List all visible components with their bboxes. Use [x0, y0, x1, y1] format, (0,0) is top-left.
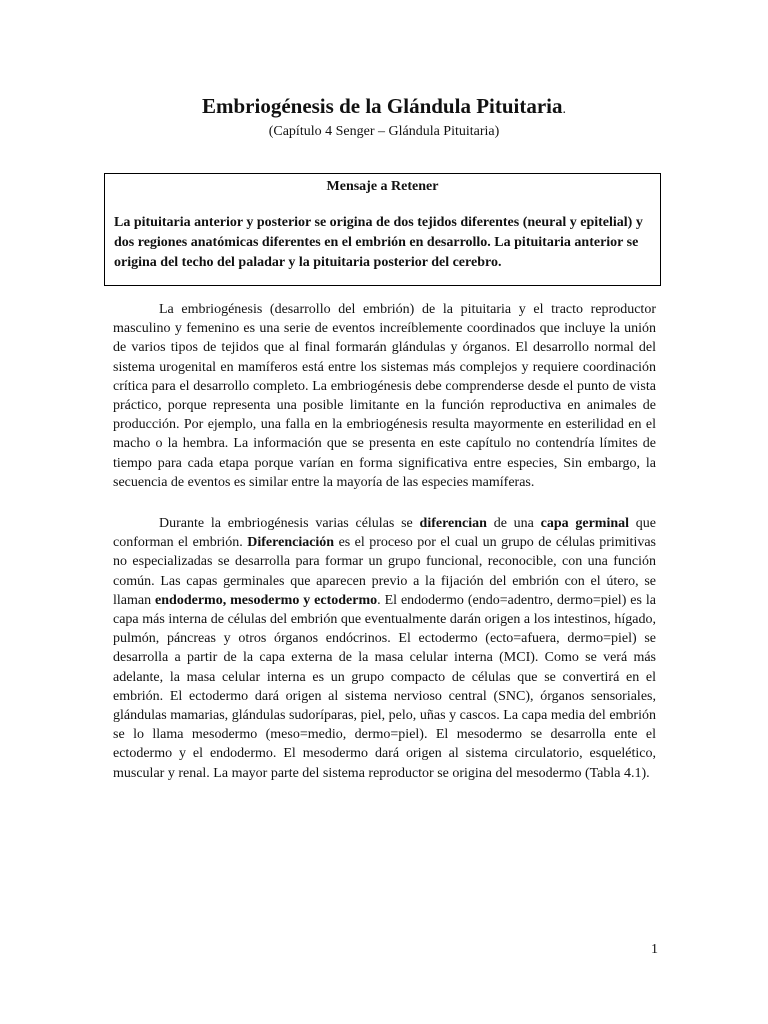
body-paragraph-2 — [113, 514, 656, 783]
document-title — [0, 92, 768, 124]
paragraph-2-text-1: Durante la embriogénesis varias células se — [159, 516, 420, 531]
term-germ-layers: endodermo, mesodermo y ectodermo — [155, 592, 378, 608]
key-message-text: La pituitaria anterior y posterior se origina de dos tejidos diferentes (neural y epitelial) y dos regiones anatómicas diferentes en el embrión en desarrollo. La pituitaria anterior se origina del techo del paladar y la pituitaria posterior del cerebro. — [114, 215, 643, 270]
paragraph-2-text-4: es el proceso por el cual un grupo de células primitivas no especializadas se desarrolla para formar un grupo funcional, reconocible, con una función común. Las capas germinales que aparecen previo a la fijación del embrión con el útero, se llaman — [113, 535, 656, 608]
term-capa-germinal: capa germinal — [540, 516, 630, 531]
key-message-box — [104, 173, 661, 286]
term-diferenciacion: Diferenciación — [247, 535, 335, 551]
paragraph-2-text-2: de una — [486, 516, 541, 531]
key-message-heading: Mensaje a Retener — [326, 179, 439, 194]
body-paragraph-1: La embriogénesis (desarrollo del embrión) de la pituitaria y el tracto reproductor masculino y femenino es una serie de eventos increíblemente coordinados que incluye la unión de varios tipos de tejidos que al final formarán glándulas y órganos. El desarrollo normal del sistema urogenital en mamíferos está entre los sistemas más complejos y requiere coordinación crítica para el desarrollo completo. La embriogénesis debe comprenderse desde el punto de vista práctico, porque representa una posible limitante en la función reproductiva en animales de producción. Por ejemplo, una falla en la embriogénesis resulta mayormente en esterilidad en el macho o la hembra. La información que se presenta en este capítulo no contendría límites de tiempo para cada etapa porque varían en forma significativa entre especies, Sin embargo, la secuencia de eventos es similar entre la mayoría de las especies mamíferas. — [113, 302, 656, 490]
page-number: 1 — [651, 942, 658, 957]
document-subtitle: (Capítulo 4 Senger – Glándula Pituitaria) — [268, 124, 500, 139]
term-diferencian: diferencian — [419, 516, 487, 531]
paragraph-2-text-5: . El endodermo (endo=adentro, dermo=piel) es la capa más interna de células del embrión que eventualmente darán origen a los intestinos, hígado, pulmón, páncreas y otros órganos endócrinos. El ectodermo (ecto=afuera, dermo=piel) se desarrolla a partir de la capa externa de la masa celular interna (MCI). Como se verá más adelante, la masa celular interna es un grupo compacto de células que se convertirá en el embrión. El ectodermo dará origen al sistema nervioso central (SNC), órganos sensoriales, glándulas mamarias, glándulas sudoríparas, piel, pelo, uñas y cascos. La capa media del embrión se lo llama mesodermo (meso=medio, dermo=piel). El mesodermo se desarrolla ente el ectodermo y el endodermo. El mesodermo dará origen al sistema circulatorio, esquelético, muscular y renal. La mayor parte del sistema reproductor se origina del mesodermo (Tabla 4.1). — [113, 592, 656, 781]
document-title-suffix: . — [562, 102, 567, 117]
paragraph-2-text-3: que conforman el embrión. — [113, 516, 656, 551]
document-title-text: Embriogénesis de la Glándula Pituitaria — [201, 94, 563, 118]
